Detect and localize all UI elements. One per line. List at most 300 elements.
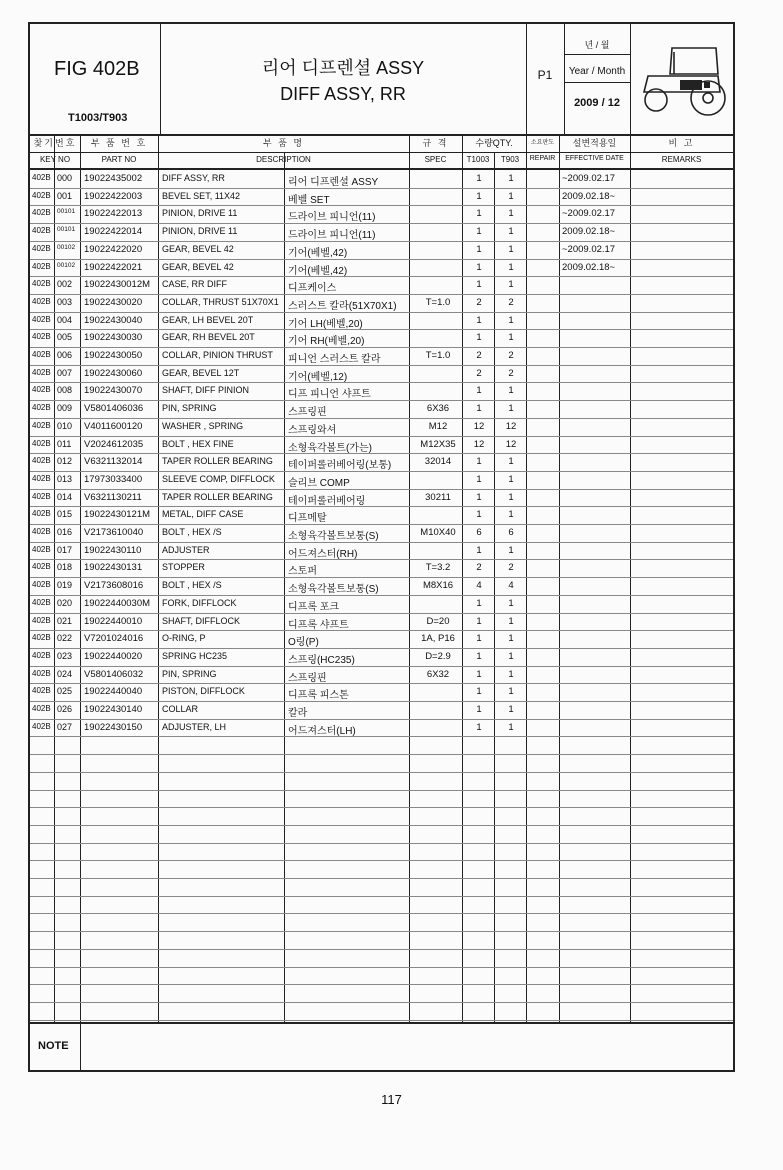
table-row bbox=[30, 436, 733, 454]
qty-t903: 12 bbox=[505, 420, 517, 432]
qty-t1003: 6 bbox=[476, 527, 482, 538]
qty-t903: 1 bbox=[508, 544, 514, 556]
col-qty-t903: T903 bbox=[500, 155, 520, 164]
key-no: 402B bbox=[32, 350, 51, 359]
description-kr: 디프록 피스톤 bbox=[288, 690, 349, 702]
qty-t1003: 4 bbox=[476, 580, 482, 592]
row-divider bbox=[30, 843, 733, 844]
row-divider bbox=[30, 896, 733, 897]
qty-t1003: 1 bbox=[476, 473, 482, 485]
qty-t1003: 2 bbox=[476, 350, 482, 361]
sub-no: 027 bbox=[57, 721, 73, 732]
qty-t1003: 1 bbox=[476, 668, 482, 680]
part-no: 17973033400 bbox=[84, 473, 143, 485]
qty-t1003: 12 bbox=[473, 438, 485, 450]
description-kr: 슬리브 COMP bbox=[288, 477, 350, 489]
key-no: 402B bbox=[32, 438, 51, 448]
table-row bbox=[30, 365, 733, 383]
part-no: 19022440030M bbox=[84, 597, 151, 609]
key-no: 402B bbox=[32, 173, 51, 182]
description-kr: 어드져스터(LH) bbox=[288, 725, 356, 737]
spec: 30211 bbox=[425, 491, 451, 503]
qty-t1003: 1 bbox=[476, 226, 482, 238]
part-no: 19022430012M bbox=[84, 279, 151, 291]
sub-no: 004 bbox=[57, 314, 73, 325]
part-no: V4011600120 bbox=[84, 420, 143, 432]
description: TAPER ROLLER BEARING bbox=[162, 456, 273, 467]
qty-t903: 1 bbox=[508, 668, 514, 680]
parts-sheet bbox=[28, 22, 735, 1072]
key-no: 402B bbox=[32, 456, 51, 466]
description-kr: 디프 피니언 샤프트 bbox=[288, 389, 371, 401]
description-kr: 소형육각볼트보통(S) bbox=[288, 584, 379, 596]
table-row bbox=[30, 542, 733, 560]
row-divider bbox=[30, 949, 733, 950]
sub-no: 006 bbox=[57, 350, 73, 360]
sub-no: 018 bbox=[57, 562, 73, 573]
sub-no: 00101 bbox=[57, 226, 76, 234]
table-row bbox=[30, 188, 733, 206]
year-month-value: 2009 / 12 bbox=[574, 97, 620, 109]
page-number: 117 bbox=[381, 1092, 402, 1107]
spec: D=20 bbox=[426, 615, 450, 627]
part-no: 19022440040 bbox=[84, 686, 143, 698]
row-divider bbox=[30, 807, 733, 808]
description: BOLT , HEX /S bbox=[162, 527, 222, 537]
col-key: KEY NO bbox=[39, 155, 71, 164]
part-no: 19022430070 bbox=[84, 385, 143, 397]
description: PIN, SPRING bbox=[162, 403, 217, 414]
sub-no: 017 bbox=[57, 544, 73, 555]
description-kr: 드라이브 피니언(11) bbox=[288, 230, 376, 242]
qty-t1003: 1 bbox=[476, 509, 482, 521]
qty-t903: 1 bbox=[508, 279, 514, 291]
sub-no: 013 bbox=[57, 473, 73, 484]
effective-date: ~2009.02.17 bbox=[562, 243, 616, 255]
qty-t1003: 12 bbox=[473, 420, 485, 432]
table-row bbox=[30, 506, 733, 524]
spec: 1A, P16 bbox=[421, 633, 455, 645]
spec: T=1.0 bbox=[425, 350, 451, 361]
spec: T=3.2 bbox=[425, 562, 451, 574]
description-kr: 기어(베벨,12) bbox=[288, 371, 348, 383]
spec: M12X35 bbox=[420, 438, 456, 450]
qty-t1003: 1 bbox=[476, 597, 482, 609]
description-kr: 스프링(HC235) bbox=[288, 654, 355, 666]
description-kr: 테이퍼롤러베어링 bbox=[288, 495, 366, 507]
qty-t903: 1 bbox=[508, 597, 514, 609]
description: SLEEVE COMP, DIFFLOCK bbox=[162, 473, 275, 484]
col-desc-kr: 부 품 명 bbox=[262, 138, 305, 148]
description: PIN, SPRING bbox=[162, 668, 217, 679]
sub-no: 011 bbox=[57, 438, 72, 449]
part-no: V5801406036 bbox=[84, 403, 144, 415]
sub-no: 005 bbox=[57, 332, 73, 343]
description: GEAR, RH BEVEL 20T bbox=[162, 332, 255, 343]
effective-date: 2009.02.18~ bbox=[562, 190, 616, 202]
effective-date: 2009.02.18~ bbox=[562, 261, 616, 273]
sub-no: 00101 bbox=[57, 208, 76, 216]
description: BOLT , HEX FINE bbox=[162, 438, 234, 449]
description: METAL, DIFF CASE bbox=[162, 509, 244, 520]
col-eff: EFFECTIVE DATE bbox=[565, 155, 624, 162]
part-no: 19022430110 bbox=[84, 544, 142, 556]
qty-t903: 1 bbox=[508, 686, 514, 698]
part-no: 19022422014 bbox=[84, 226, 143, 238]
part-no: 19022430030 bbox=[84, 332, 143, 344]
key-no: 402B bbox=[32, 279, 51, 289]
col-repair-kr: 소요판도 bbox=[530, 140, 555, 146]
qty-t903: 1 bbox=[508, 332, 514, 344]
col-remarks-kr: 비 고 bbox=[668, 138, 695, 148]
qty-t903: 1 bbox=[508, 633, 514, 645]
description-kr: 디프록 포크 bbox=[288, 601, 340, 613]
key-no: 402B bbox=[32, 650, 51, 660]
spec: D=2.9 bbox=[425, 650, 451, 662]
key-no: 402B bbox=[32, 491, 51, 501]
row-divider bbox=[30, 1002, 733, 1003]
sub-no: 020 bbox=[57, 597, 73, 608]
description-kr: 소형육각볼트보통(S) bbox=[288, 531, 379, 542]
table-row bbox=[30, 382, 733, 400]
qty-t1003: 1 bbox=[476, 190, 482, 202]
key-no: 402B bbox=[32, 296, 51, 306]
effective-date: 2009.02.18~ bbox=[562, 226, 616, 238]
qty-t1003: 1 bbox=[476, 456, 482, 468]
table-row bbox=[30, 223, 733, 241]
effective-date: ~2009.02.17 bbox=[562, 173, 616, 184]
table-row bbox=[30, 241, 733, 259]
part-no: 19022440020 bbox=[84, 650, 143, 662]
key-no: 402B bbox=[32, 420, 51, 430]
qty-t1003: 1 bbox=[476, 243, 482, 255]
sub-no: 008 bbox=[57, 385, 73, 396]
part-no: 19022422020 bbox=[84, 243, 143, 255]
title-english: DIFF ASSY, RR bbox=[280, 84, 406, 104]
key-no: 402B bbox=[32, 190, 51, 200]
table-row bbox=[30, 666, 733, 684]
qty-t903: 1 bbox=[508, 456, 514, 468]
spec: M12 bbox=[428, 420, 448, 432]
col-repair: REPAIR bbox=[529, 155, 556, 162]
table-row bbox=[30, 683, 733, 701]
table-row bbox=[30, 312, 733, 330]
qty-t903: 1 bbox=[508, 491, 514, 503]
col-part-kr: 부 품 번 호 bbox=[90, 138, 148, 148]
key-no: 402B bbox=[32, 527, 51, 536]
table-row bbox=[30, 347, 733, 365]
qty-t1003: 2 bbox=[476, 562, 482, 574]
sub-no: 009 bbox=[57, 403, 73, 414]
row-divider bbox=[30, 790, 733, 791]
key-no: 402B bbox=[32, 509, 51, 519]
qty-t903: 2 bbox=[508, 367, 514, 379]
table-row bbox=[30, 613, 733, 631]
key-no: 402B bbox=[32, 562, 51, 572]
key-no: 402B bbox=[32, 226, 51, 236]
qty-t903: 1 bbox=[508, 226, 514, 238]
description-kr: O링(P) bbox=[288, 637, 319, 649]
sub-no: 016 bbox=[57, 527, 73, 537]
qty-t903: 1 bbox=[508, 314, 514, 326]
col-eff-kr: 설변적용일 bbox=[572, 138, 617, 148]
sub-no: 026 bbox=[57, 704, 73, 714]
col-spec: SPEC bbox=[424, 155, 447, 164]
key-no: 402B bbox=[32, 721, 51, 731]
qty-t1003: 1 bbox=[476, 491, 482, 503]
row-divider bbox=[30, 772, 733, 773]
table-row bbox=[30, 400, 733, 418]
col-remarks: REMARKS bbox=[661, 155, 702, 164]
col-key-kr: 찾기번호 bbox=[33, 138, 77, 148]
sub-no: 007 bbox=[57, 367, 73, 378]
description: ADJUSTER, LH bbox=[162, 721, 227, 732]
description-kr: 스러스트 칼라(51X70X1) bbox=[288, 300, 397, 312]
part-no: 19022422003 bbox=[84, 190, 143, 202]
table-row bbox=[30, 595, 733, 613]
spec: 6X36 bbox=[426, 403, 450, 415]
description-kr: 디프메탈 bbox=[288, 513, 327, 525]
row-divider bbox=[30, 878, 733, 879]
figure-number: FIG 402B bbox=[54, 58, 140, 80]
part-no: 19022430060 bbox=[84, 367, 143, 379]
description: SPRING HC235 bbox=[162, 650, 228, 661]
description: GEAR, BEVEL 42 bbox=[162, 243, 234, 254]
table-row bbox=[30, 294, 733, 312]
description-kr: 스토퍼 bbox=[288, 566, 317, 578]
year-month-label-kr: 년 / 월 bbox=[584, 40, 610, 50]
col-desc: DESCRIPTION bbox=[256, 155, 311, 164]
qty-t903: 1 bbox=[508, 721, 514, 733]
sub-no: 014 bbox=[57, 491, 73, 502]
qty-t903: 2 bbox=[508, 562, 514, 574]
part-no: 19022430050 bbox=[84, 350, 143, 361]
table-row bbox=[30, 577, 733, 595]
spec: M8X16 bbox=[422, 580, 454, 592]
key-no: 402B bbox=[32, 367, 51, 377]
description: STOPPER bbox=[162, 562, 205, 573]
row-divider bbox=[30, 984, 733, 985]
qty-t1003: 1 bbox=[476, 704, 482, 715]
description: PINION, DRIVE 11 bbox=[162, 226, 238, 237]
qty-t903: 1 bbox=[508, 509, 514, 521]
key-no: 402B bbox=[32, 208, 51, 218]
qty-t1003: 1 bbox=[476, 385, 482, 397]
qty-t1003: 1 bbox=[476, 279, 482, 291]
qty-t903: 1 bbox=[508, 190, 514, 202]
sub-no: 001 bbox=[57, 190, 73, 201]
key-no: 402B bbox=[32, 597, 51, 607]
sub-no: 012 bbox=[57, 456, 73, 467]
qty-t1003: 1 bbox=[476, 173, 482, 184]
description-kr: 피니언 스러스트 칼라 bbox=[288, 354, 381, 365]
col-part: PART NO bbox=[101, 155, 137, 164]
part-no: 19022440010 bbox=[84, 615, 143, 627]
key-no: 402B bbox=[32, 403, 51, 413]
description: GEAR, BEVEL 12T bbox=[162, 367, 240, 378]
spec: M10X40 bbox=[420, 527, 456, 538]
description: FORK, DIFFLOCK bbox=[162, 597, 237, 608]
table-row bbox=[30, 648, 733, 666]
qty-t1003: 2 bbox=[476, 367, 482, 379]
row-divider bbox=[30, 754, 733, 755]
description: COLLAR, THRUST 51X70X1 bbox=[162, 296, 279, 307]
qty-t903: 1 bbox=[508, 615, 514, 627]
description: SHAFT, DIFFLOCK bbox=[162, 615, 241, 626]
key-no: 402B bbox=[32, 261, 51, 271]
description-kr: 베벨 SET bbox=[288, 194, 330, 206]
sub-no: 023 bbox=[57, 650, 73, 661]
description: GEAR, BEVEL 42 bbox=[162, 261, 234, 272]
description-kr: 스프링핀 bbox=[288, 672, 327, 684]
part-no: 19022430131 bbox=[84, 562, 143, 574]
sub-no: 000 bbox=[57, 173, 73, 183]
col-qty: 수량QTY. bbox=[475, 138, 513, 148]
part-no: 19022430150 bbox=[84, 721, 143, 733]
part-no: V6321132014 bbox=[84, 456, 143, 468]
row-divider bbox=[30, 1020, 733, 1021]
table-row bbox=[30, 630, 733, 648]
description: ADJUSTER bbox=[162, 544, 210, 555]
sub-no: 019 bbox=[57, 580, 73, 591]
note-section bbox=[30, 1022, 733, 1072]
table-row bbox=[30, 418, 733, 436]
description: TAPER ROLLER BEARING bbox=[162, 491, 273, 502]
key-no: 402B bbox=[32, 243, 51, 253]
description-kr: 어드져스터(RH) bbox=[288, 548, 358, 560]
description-kr: 테이퍼롤러베어링(보통) bbox=[288, 460, 392, 472]
spec: 32014 bbox=[424, 456, 452, 468]
qty-t903: 12 bbox=[505, 438, 517, 450]
spec: 6X32 bbox=[426, 668, 450, 680]
table-row bbox=[30, 170, 733, 188]
sub-no: 022 bbox=[57, 633, 73, 644]
page-code: P1 bbox=[537, 68, 553, 82]
part-no: 19022430040 bbox=[84, 314, 143, 326]
table-row bbox=[30, 489, 733, 507]
part-no: 19022430140 bbox=[84, 704, 143, 715]
qty-t903: 1 bbox=[508, 261, 514, 273]
qty-t1003: 1 bbox=[476, 314, 482, 326]
qty-t903: 4 bbox=[508, 580, 514, 592]
key-no: 402B bbox=[32, 686, 51, 696]
row-divider bbox=[30, 967, 733, 968]
col-spec-kr: 규 격 bbox=[422, 138, 449, 148]
description: PISTON, DIFFLOCK bbox=[162, 686, 245, 697]
spec: T=1.0 bbox=[425, 296, 451, 308]
qty-t1003: 1 bbox=[476, 544, 482, 556]
sub-no: 00102 bbox=[57, 243, 76, 251]
table-row bbox=[30, 329, 733, 347]
qty-t1003: 1 bbox=[476, 403, 482, 415]
qty-t903: 1 bbox=[508, 208, 514, 220]
table-row bbox=[30, 205, 733, 223]
sub-no: 021 bbox=[57, 615, 73, 626]
part-no: 19022435002 bbox=[84, 173, 143, 184]
qty-t1003: 1 bbox=[476, 633, 482, 645]
key-no: 402B bbox=[32, 580, 51, 590]
note-label: NOTE bbox=[38, 1040, 69, 1052]
row-divider bbox=[30, 825, 733, 826]
year-month-label: Year / Month bbox=[568, 66, 626, 77]
tractor-icon bbox=[634, 40, 730, 120]
part-no: 19022430020 bbox=[84, 296, 143, 308]
sub-no: 010 bbox=[57, 420, 73, 431]
key-no: 402B bbox=[32, 668, 51, 678]
part-no: V5801406032 bbox=[84, 668, 144, 680]
qty-t903: 1 bbox=[508, 243, 514, 255]
table-row bbox=[30, 524, 733, 542]
key-no: 402B bbox=[32, 615, 51, 625]
description: CASE, RR DIFF bbox=[162, 279, 228, 290]
description: BOLT , HEX /S bbox=[162, 580, 222, 591]
description-kr: 칼라 bbox=[288, 708, 308, 719]
sub-no: 00102 bbox=[57, 261, 76, 269]
qty-t903: 1 bbox=[508, 403, 514, 415]
sub-no: 024 bbox=[57, 668, 73, 679]
description-kr: 기어 LH(베벨,20) bbox=[288, 318, 363, 330]
key-no: 402B bbox=[32, 704, 51, 713]
qty-t903: 1 bbox=[508, 385, 514, 397]
key-no: 402B bbox=[32, 633, 51, 643]
description-kr: 기어(베벨,42) bbox=[288, 265, 348, 277]
qty-t903: 1 bbox=[508, 473, 514, 485]
qty-t1003: 1 bbox=[476, 721, 482, 733]
title-korean: 리어 디프렌셜 ASSY bbox=[261, 58, 425, 78]
part-no: 19022422013 bbox=[84, 208, 143, 220]
table-row bbox=[30, 276, 733, 294]
description: PINION, DRIVE 11 bbox=[162, 208, 238, 219]
qty-t1003: 1 bbox=[476, 686, 482, 698]
qty-t903: 2 bbox=[508, 350, 514, 361]
description-kr: 드라이브 피니언(11) bbox=[288, 212, 376, 224]
part-no: V2024612035 bbox=[84, 438, 144, 450]
part-no: V2173608016 bbox=[84, 580, 144, 592]
sub-no: 015 bbox=[57, 509, 73, 520]
description: WASHER , SPRING bbox=[162, 420, 244, 431]
description: SHAFT, DIFF PINION bbox=[162, 385, 250, 396]
part-no: V7201024016 bbox=[84, 633, 144, 645]
table-row bbox=[30, 559, 733, 577]
description: DIFF ASSY, RR bbox=[162, 173, 225, 183]
qty-t903: 1 bbox=[508, 650, 514, 662]
sheet-header bbox=[30, 24, 733, 136]
qty-t1003: 1 bbox=[476, 650, 482, 662]
part-no: 19022430121M bbox=[84, 509, 151, 521]
description: COLLAR bbox=[162, 704, 199, 714]
row-divider bbox=[30, 913, 733, 914]
table-row bbox=[30, 259, 733, 277]
description: O-RING, P bbox=[162, 633, 206, 644]
table-row bbox=[30, 719, 733, 737]
description-kr: 리어 디프렌셜 ASSY bbox=[288, 177, 379, 188]
description-kr: 기어 RH(베벨,20) bbox=[288, 336, 365, 348]
table-row bbox=[30, 453, 733, 471]
part-no: V6321130211 bbox=[84, 491, 142, 503]
key-no: 402B bbox=[32, 332, 51, 342]
description-kr: 디프케이스 bbox=[288, 283, 337, 295]
description: COLLAR, PINION THRUST bbox=[162, 350, 273, 360]
description-kr: 스프링와셔 bbox=[288, 424, 337, 436]
part-no: V2173610040 bbox=[84, 527, 144, 538]
sub-no: 003 bbox=[57, 296, 73, 307]
qty-t903: 2 bbox=[508, 296, 514, 308]
key-no: 402B bbox=[32, 473, 51, 483]
qty-t903: 1 bbox=[508, 173, 514, 184]
qty-t1003: 1 bbox=[476, 261, 482, 273]
table-row bbox=[30, 701, 733, 719]
sub-no: 002 bbox=[57, 279, 73, 290]
